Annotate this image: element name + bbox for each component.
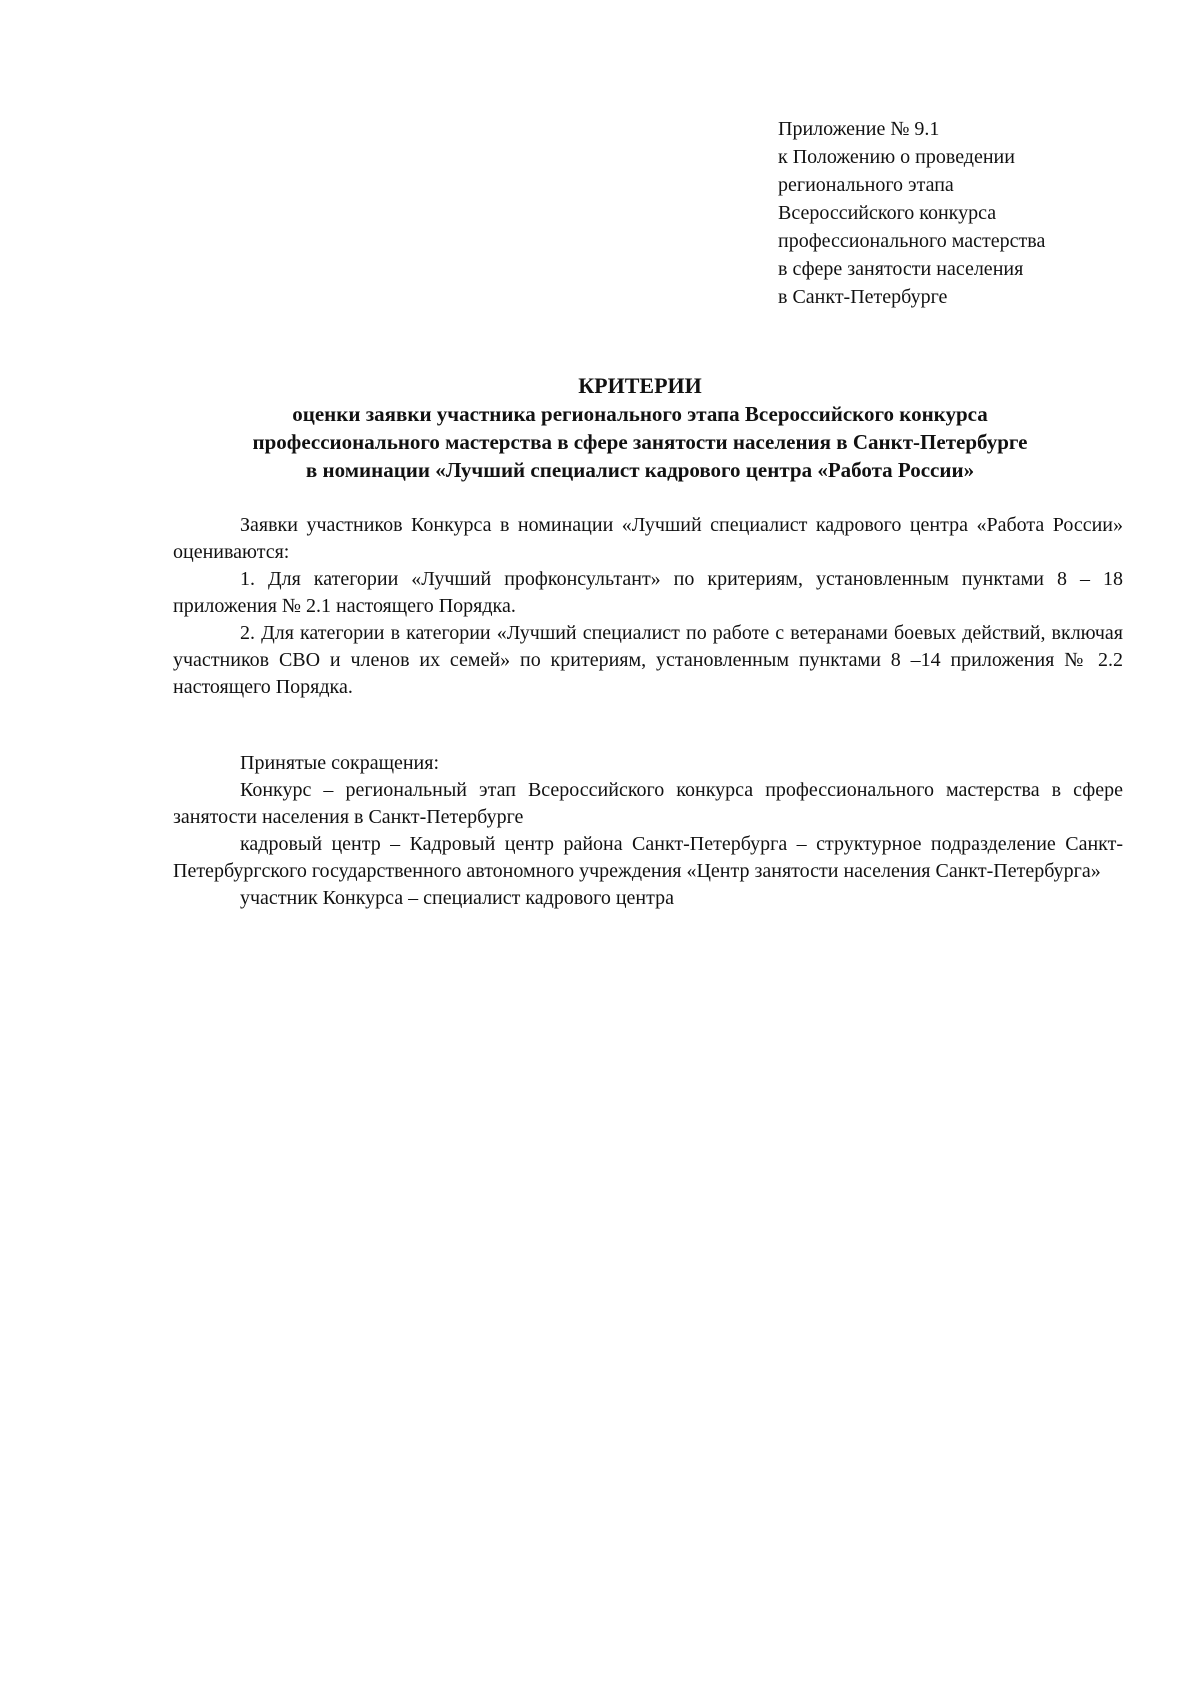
document-subtitle-line: профессионального мастерства в сфере занятости населения в Санкт-Петербурге (252, 430, 1028, 454)
abbreviation-item: кадровый центр – Кадровый центр района Санкт-Петербурга – структурное подразделение Санкт-Петербургского государственного автономного учреждения «Центр занятости населения Санкт-Петербурга» (173, 833, 1123, 882)
body-intro-paragraph: Заявки участников Конкурса в номинации «Лучший специалист кадрового центра «Работа России» оцениваются: (173, 514, 1123, 563)
document-heading (160, 372, 1120, 484)
abbreviation-item: Конкурс – региональный этап Всероссийского конкурса профессионального мастерства в сфере занятости населения в Санкт-Петербурге (173, 779, 1123, 828)
appendix-line: Приложение № 9.1 (778, 118, 940, 140)
appendix-line: Всероссийского конкурса (778, 202, 997, 224)
appendix-note (778, 115, 1138, 311)
document-subtitle-line: оценки заявки участника регионального этапа Всероссийского конкурса (292, 402, 988, 426)
abbreviations-section (173, 750, 1123, 912)
appendix-line: регионального этапа (778, 174, 954, 196)
appendix-line: в Санкт-Петербурге (778, 286, 948, 308)
document-subtitle-line: в номинации «Лучший специалист кадрового центра «Работа России» (305, 458, 975, 482)
appendix-line: профессионального мастерства (778, 230, 1046, 252)
abbreviation-item: участник Конкурса – специалист кадрового центра (240, 887, 674, 909)
document-body (173, 512, 1123, 701)
document-title: КРИТЕРИИ (578, 373, 702, 398)
appendix-line: в сфере занятости населения (778, 258, 1024, 280)
abbreviations-heading: Принятые сокращения: (240, 752, 440, 774)
appendix-line: к Положению о проведении (778, 146, 1015, 168)
body-item-paragraph: 2. Для категории в категории «Лучший специалист по работе с ветеранами боевых действий, включая участников СВО и членов их семей» по критериям, установленным пунктами 8 –14 приложения № 2.2 настоящего Порядка. (173, 622, 1123, 698)
body-item-paragraph: 1. Для категории «Лучший профконсультант» по критериям, установленным пунктами 8 – 18 приложения № 2.1 настоящего Порядка. (173, 568, 1123, 617)
